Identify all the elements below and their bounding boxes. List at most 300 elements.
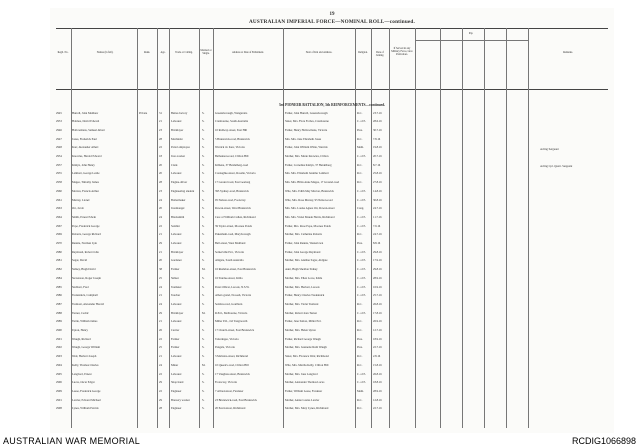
cell-name: Stevenson, Roger Joseph xyxy=(72,276,101,280)
cell-rel: C. of E. xyxy=(357,294,366,298)
cell-age: 20 xyxy=(159,259,162,263)
header-pay: Pay. xyxy=(468,32,474,35)
header-address: Address at Date of Enlistment. xyxy=(232,51,264,54)
footer-archive-name: AUSTRALIAN WAR MEMORIAL xyxy=(3,436,141,446)
cell-name: Karr, Alexander Albert xyxy=(72,146,99,150)
cell-age: 21 xyxy=(159,120,162,124)
cell-kin: Father, Henry Charles Tredennick xyxy=(285,294,325,298)
cell-ms: S. xyxy=(202,189,205,193)
cell-no: 2963 xyxy=(56,207,62,211)
table-row xyxy=(56,268,608,277)
cell-no: 2984 xyxy=(56,276,62,280)
cell-rel: C. of E. xyxy=(357,198,366,202)
cell-date: 2.8.16 xyxy=(373,355,381,359)
table-row xyxy=(56,329,608,338)
cell-age: 18 xyxy=(159,155,162,158)
cell-trade: Shop hand xyxy=(171,381,184,385)
cell-age: 23 xyxy=(159,189,162,193)
table-row xyxy=(56,146,608,155)
table-row xyxy=(56,259,608,268)
cell-age: 21 xyxy=(159,320,162,324)
cell-no: 2970 xyxy=(56,242,62,245)
page-number: 19 xyxy=(329,12,335,17)
table-row xyxy=(56,389,608,398)
cell-age: 29 xyxy=(159,398,162,402)
cell-ms: M. xyxy=(202,268,206,272)
cell-rel: Pres. xyxy=(357,337,363,341)
cell-no: 2982 xyxy=(56,268,62,272)
header-regt-no: Regtl. No. xyxy=(57,51,69,54)
remark-note: Acting Cpl. Quart. Sergeant xyxy=(540,164,573,168)
cell-name: Tredennick, Campbell xyxy=(72,294,98,298)
cell-ms: S. xyxy=(202,337,205,341)
cell-no: 2991 xyxy=(56,337,62,341)
cell-rel: R.C. xyxy=(357,363,363,367)
cell-date: 7.9.16 xyxy=(373,224,381,228)
cell-date: 20.7.16 xyxy=(373,155,382,158)
cell-date: 25.8.16 xyxy=(373,172,382,176)
cell-trade: Patrol employee xyxy=(171,146,190,150)
table-row xyxy=(56,346,608,355)
cell-ms: S. xyxy=(202,146,205,150)
cell-kin: Wife, Mrs. Edith May Morton, Brunswick xyxy=(285,189,334,193)
cell-no: 2969 xyxy=(56,233,62,237)
table-row xyxy=(56,381,608,390)
cell-no: 2998 xyxy=(56,407,62,411)
table-row xyxy=(56,215,608,224)
cell-age: 24 xyxy=(159,198,162,202)
cell-date: 12.8.16 xyxy=(373,398,382,402)
cell-age: 21 xyxy=(159,294,162,298)
cell-trade: Ironmonger xyxy=(171,207,185,211)
cell-name: Morton, Francis Arthur xyxy=(72,189,99,193)
cell-trade: Farmer xyxy=(171,346,180,350)
cell-date: 24.7.16 xyxy=(373,233,382,237)
cell-kin: Father, Jane Sutton, Miller P.O. xyxy=(285,320,322,324)
cell-addr: 7 Alfred-street, Fawkner xyxy=(215,389,244,393)
table-header xyxy=(56,28,608,90)
cell-age: 23 xyxy=(159,128,162,132)
cell-kin: Mrs. Mrs. Jane Elizabeth Jones xyxy=(285,137,322,141)
cell-no: 2987 xyxy=(56,302,62,306)
cell-no: 2990 xyxy=(56,329,62,332)
table-row xyxy=(56,181,608,190)
cell-addr: Balhannon-road, Clifton Hill xyxy=(215,155,249,158)
cell-rel: R.C. xyxy=(357,163,363,167)
cell-ms: S. xyxy=(202,389,205,393)
cell-no: 2980 xyxy=(56,250,62,254)
cell-age: 28 xyxy=(159,407,162,411)
cell-no: 2989 xyxy=(56,320,62,324)
cell-ms: S. xyxy=(202,155,205,158)
cell-date: 17.9.16 xyxy=(373,259,382,263)
cell-kin: Sister, Mrs. Flora Forbes, Cranbourne xyxy=(285,120,329,124)
cell-age: 24 xyxy=(159,215,162,219)
cell-ms: S. xyxy=(202,207,205,211)
cell-age: 26 xyxy=(159,329,162,332)
cell-name: Hurrell, John Matthew xyxy=(72,111,99,115)
table-row xyxy=(56,242,608,251)
cell-addr: Care of William Cullen, Richmond xyxy=(215,215,256,219)
cell-rel: Meth. xyxy=(357,146,364,150)
cell-kin: Father, John Hurrell, Greensborough xyxy=(285,111,328,115)
cell-rel: Pres. xyxy=(357,346,363,350)
cell-ms: S. xyxy=(202,198,205,202)
cell-rel: C. of E. xyxy=(357,372,366,376)
cell-rank: Private xyxy=(139,111,148,115)
cell-name: Orr, Jacob xyxy=(72,207,84,211)
cell-addr: 10 Queen's-road, Clifton Hill xyxy=(215,363,249,367)
cell-addr: Kilbena, 37 Heidelberg-road xyxy=(215,163,249,167)
cell-kin: Mother, Mrs. Violet Tremont xyxy=(285,302,319,306)
table-row xyxy=(56,198,608,207)
table-row xyxy=(56,250,608,259)
cell-ms: S. xyxy=(202,120,205,124)
header-rank: Rank. xyxy=(143,51,151,54)
cell-name: Weir, Herbert Joseph xyxy=(72,355,97,359)
cell-age: 29 xyxy=(159,311,162,315)
cell-addr: 17 Vaughan-street, Brunswick xyxy=(215,372,250,376)
cell-addr: 39 Taylor-street, Moonee Ponds xyxy=(215,224,252,228)
cell-rel: C. of E. xyxy=(357,215,366,219)
cell-rel: C. of E. xyxy=(357,120,366,124)
cell-kin: Father, John George Raymond xyxy=(285,250,321,254)
cell-age: 24 xyxy=(159,363,162,367)
cell-date: 18.9.16 xyxy=(373,337,382,341)
cell-rel: C. of E. xyxy=(357,311,366,315)
cell-date: 16.9.16 xyxy=(373,285,382,289)
cell-addr: Tatteringee, Victoria xyxy=(215,337,239,341)
cell-date: 22.7.16 xyxy=(373,407,382,411)
table-row xyxy=(56,337,608,346)
cell-no: 2955 xyxy=(56,172,62,176)
header-trade: Trade or Calling. xyxy=(175,51,193,54)
cell-ms: S. xyxy=(202,250,205,254)
cell-kin: Father, Cornelius Kinlyn, 37 Heidelberg xyxy=(285,163,332,167)
cell-rel: R.C. xyxy=(357,355,363,359)
cell-trade: Labourer xyxy=(171,302,182,306)
cell-age: 22 xyxy=(159,224,162,228)
cell-age: 22 xyxy=(159,337,162,341)
cell-no: 2958 xyxy=(56,181,62,185)
document-page xyxy=(50,8,614,433)
cell-trade: Labourer xyxy=(171,233,182,237)
cell-ms: S. xyxy=(202,302,205,306)
cell-kin: Mother, Alexander Thomas Lucas xyxy=(285,381,325,385)
cell-age: 25 xyxy=(159,346,162,350)
cell-date: 11.7.16 xyxy=(373,215,382,219)
table-row xyxy=(56,320,608,329)
cell-ms: S. xyxy=(202,346,205,350)
cell-name: Raymond, Robert John xyxy=(72,250,99,254)
cell-no: 2986 xyxy=(56,294,62,298)
page-title: AUSTRALIAN IMPERIAL FORCE—NOMINAL ROLL—continued. xyxy=(248,19,416,25)
table-row xyxy=(56,120,608,129)
cell-rel: Pres. xyxy=(357,242,363,245)
header-religion: Religion. xyxy=(358,51,368,54)
cell-trade: Boilermaker xyxy=(171,198,186,202)
cell-ms: S. xyxy=(202,276,205,280)
cell-date: 29.8.16 xyxy=(373,250,382,254)
cell-ms: S. xyxy=(202,329,205,332)
cell-age: 22 xyxy=(159,389,162,393)
cell-kin: Mrs. Mrs. Elizabeth Jennifer Lambert xyxy=(285,172,329,176)
cell-date: 25.7.16 xyxy=(373,294,382,298)
cell-addr: 20 Pearl-street, Richmond xyxy=(215,407,246,411)
table-row xyxy=(56,372,608,381)
cell-addr: Footscray, Victoria xyxy=(215,381,237,385)
cell-rel: C. of E. xyxy=(357,285,366,289)
cell-no: 2948 xyxy=(56,146,62,150)
cell-no: 2953 xyxy=(56,120,62,124)
cell-age: 25 xyxy=(159,276,162,280)
cell-addr: Rowan-street, West Brunswick xyxy=(215,207,251,211)
table-row xyxy=(56,128,608,137)
cell-trade: Iron-worker xyxy=(171,155,185,158)
cell-addr: Miller P.O., vid Tongsworth xyxy=(215,320,248,324)
cell-name: Lucas, Oscar Edgar xyxy=(72,381,95,385)
cell-name: Magee, Timothy James xyxy=(72,181,99,185)
cell-rel: R.C. xyxy=(357,111,363,115)
cell-rel: C. of E. xyxy=(357,276,366,280)
cell-no: 2994 xyxy=(56,363,62,367)
cell-age: 20 xyxy=(159,163,162,167)
cell-name: Upton, Henry xyxy=(72,329,88,332)
cell-ms: S. xyxy=(202,259,205,263)
table-row xyxy=(56,155,608,164)
cell-addr: Peter Officer, Larook, N.S.W. xyxy=(215,285,250,289)
cell-date: 24.7.16 xyxy=(373,207,382,211)
cell-ms: S. xyxy=(202,172,205,176)
cell-rel: R.C. xyxy=(357,181,363,185)
cell-trade: Butter-factory xyxy=(171,111,188,115)
cell-addr: 5 Brunswick-road, Brunswick xyxy=(215,137,250,141)
table-row xyxy=(56,111,608,120)
header-age: Age. xyxy=(160,51,166,54)
cell-rel: R.C. xyxy=(357,137,363,141)
cell-name: Waugh, George William xyxy=(72,346,101,350)
cell-rel: C. of E. xyxy=(357,189,366,193)
cell-ms: S. xyxy=(202,137,205,141)
cell-ms: M. xyxy=(202,363,206,367)
cell-kin: Wife, Mrs. Martha Kelly, Clifton Hill xyxy=(285,363,329,367)
cell-ms: S. xyxy=(202,372,205,376)
cell-kin: Mother, Mrs. Helen Upton xyxy=(285,329,316,332)
cell-trade: Labourer xyxy=(171,120,182,124)
cell-name: Lambert, George Leslie xyxy=(72,172,100,176)
cell-date: 12.7.16 xyxy=(373,329,382,332)
cell-kin: Father, Richard George Waugh xyxy=(285,337,321,341)
cell-date: 29.8.16 xyxy=(373,268,382,272)
cell-no: 2992 xyxy=(56,346,62,350)
cell-name: Rennie, Norman Lyle xyxy=(72,242,97,245)
cell-trade: Engineer xyxy=(171,407,182,411)
cell-age: 21 xyxy=(159,250,162,254)
cell-trade: Carrier xyxy=(171,329,180,332)
cell-date: 17.8.16 xyxy=(373,311,382,315)
cell-trade: Farmer xyxy=(171,268,180,272)
remark-note: Acting Sergeant xyxy=(540,147,559,151)
cell-addr: 16 Rushdon-street, East Brunswick xyxy=(215,268,256,272)
cell-trade: Bricklayer xyxy=(171,128,184,132)
cell-trade: Teamster xyxy=(171,285,182,289)
cell-date: 19.8.16 xyxy=(373,146,382,150)
cell-trade: Labourer xyxy=(171,355,182,359)
cell-ms: S. xyxy=(202,215,205,219)
cell-age: 31 xyxy=(159,111,162,115)
cell-date: 30.7.16 xyxy=(373,128,382,132)
cell-rel: Cong. xyxy=(357,207,364,211)
cell-kin: Mother, Robert Jean Turner xyxy=(285,311,317,315)
cell-ms: S. xyxy=(202,294,205,298)
cell-kin: Father, John William White, Warrick xyxy=(285,146,328,150)
table-row xyxy=(56,285,608,294)
cell-rel: R.C. xyxy=(357,233,363,237)
cell-date: 27.8.16 xyxy=(373,181,382,185)
cell-age: 20 xyxy=(159,172,162,176)
cell-addr: Somerville P.O., Victoria xyxy=(215,250,244,254)
cell-rel: R.C. xyxy=(357,302,363,306)
cell-no: 2957 xyxy=(56,163,62,167)
header-enlistment: Date of Joining. xyxy=(375,51,385,57)
cell-date: 18.8.16 xyxy=(373,381,382,385)
cell-addr: Albert-grand, Nooaah, Victoria xyxy=(215,294,252,298)
cell-addr: 17 Church-street, East Brunswick xyxy=(215,329,255,332)
cell-rel: C. of E. xyxy=(357,250,366,254)
cell-no: 2967 xyxy=(56,224,62,228)
cell-name: Smith, Ernest Edwin xyxy=(72,215,97,219)
cell-kin: Mother, Mrs. Adeline Sagar, Aldgate xyxy=(285,259,328,263)
cell-kin: Father, William Leese, Fawkner xyxy=(285,389,323,393)
cell-name: Lawler, Edward Michael xyxy=(72,398,101,402)
cell-date: 30.8.16 xyxy=(373,198,382,202)
cell-no: 2961 xyxy=(56,198,62,202)
table-row xyxy=(56,407,608,416)
cell-trade: Labourer xyxy=(171,320,182,324)
cell-rel: C. of E. xyxy=(357,155,366,158)
pay-subrule xyxy=(415,40,528,41)
cell-ms: S. xyxy=(202,398,205,402)
footer-record-id: RCDIG1066898 xyxy=(571,436,636,446)
cell-trade: Labourer xyxy=(171,372,182,376)
cell-addr: Aldgate, South Australia xyxy=(215,259,244,263)
cell-date: 23.7.16 xyxy=(373,111,382,115)
cell-addr: Pakenham-road, Maryborough xyxy=(215,233,251,237)
cell-trade: Teacher xyxy=(171,294,181,298)
cell-no: 2901 xyxy=(56,398,62,402)
cell-name: Pope, Frederick George xyxy=(72,224,100,228)
cell-name: Knowles, Harold Edward xyxy=(72,155,102,158)
cell-name: Sagar, David xyxy=(72,259,87,263)
cell-rel: R.C. xyxy=(357,172,363,176)
cell-trade: Labourer xyxy=(171,242,182,245)
cell-trade: Blacksmith xyxy=(171,215,185,219)
cell-kin: Mother, Mrs. Herbert, Larook xyxy=(285,285,320,289)
cell-addr: 23 Brunswick-road, East Brunswick xyxy=(215,398,257,402)
cell-date: 26.9.16 xyxy=(373,320,382,324)
cell-ms: S. xyxy=(202,355,205,359)
cell-addr: 16 Sturdee-street, Kilda xyxy=(215,276,243,280)
table-row xyxy=(56,294,608,303)
cell-kin: Mother, Mrs. Jane Langford xyxy=(285,372,318,376)
cell-no: 2981 xyxy=(56,259,62,263)
cell-kin: Wife, Mrs. Rose Murray, 95 Nelson-road xyxy=(285,198,333,202)
cell-age: 24 xyxy=(159,302,162,306)
cell-rel: R.C. xyxy=(357,398,363,402)
cell-kin: Mother, Mrs. Marie Knowles, Clifton xyxy=(285,155,329,158)
cell-trade: Engine-driver xyxy=(171,181,188,185)
cell-addr: Pangala, Victoria xyxy=(215,346,235,350)
cell-date: 22.7.16 xyxy=(373,346,382,350)
cell-addr: 17 Ground road, East Geelong xyxy=(215,181,251,185)
cell-age: 20 xyxy=(159,207,162,211)
cell-age: 21 xyxy=(159,355,162,359)
cell-addr: Cranbourne, South Australia xyxy=(215,120,248,124)
cell-rel: C. of E. xyxy=(357,381,366,385)
cell-name: Turner, Cedric xyxy=(72,311,89,315)
cell-kin: Aunt, Hugh Sheldon Sidney xyxy=(285,268,318,272)
cell-trade: Bricklayer xyxy=(171,250,184,254)
cell-no: 2996 xyxy=(56,381,62,385)
cell-no: 2964 xyxy=(56,215,62,219)
cell-trade: Saddler xyxy=(171,224,180,228)
cell-kin: Father, Henry Hollowmans, Victoria xyxy=(285,128,328,132)
cell-trade: Labourer xyxy=(171,172,182,176)
cell-ms: S. xyxy=(202,224,205,228)
cell-date: 7.8.16 xyxy=(373,137,381,141)
cell-age: 38 xyxy=(159,268,162,272)
cell-trade: Machinist xyxy=(171,137,183,141)
cell-ms: S. xyxy=(202,163,205,167)
cell-ms: S. xyxy=(202,381,205,385)
cell-kin: Father, Mrs. Rose Pope, Moonee Ponds xyxy=(285,224,331,228)
cell-addr: 395 Sydney-road, Brunswick xyxy=(215,189,249,193)
table-row xyxy=(56,276,608,285)
cell-ms: S. xyxy=(202,407,205,411)
cell-no: 2954 xyxy=(56,155,62,158)
cell-ms: S. xyxy=(202,242,205,245)
cell-ms: S. xyxy=(202,320,205,324)
cell-kin: Mrs. Mrs. Louise Agnes Orr, Rowan-street xyxy=(285,207,335,211)
cell-ms: S. xyxy=(202,181,205,185)
cell-age: 22 xyxy=(159,372,162,376)
cell-ms: S. xyxy=(202,128,205,132)
cell-name: Holmes, David Edward xyxy=(72,120,100,124)
cell-name: Kelly, Thomas Charles xyxy=(72,363,99,367)
cell-rel: R.C. xyxy=(357,407,363,411)
cell-no: 2995 xyxy=(56,372,62,376)
cell-name: Hollowmans, Samuel Albert xyxy=(72,128,105,132)
cell-no: 2960 xyxy=(56,189,62,193)
cell-addr: Seddon-road, Goulburn xyxy=(215,302,243,306)
cell-kin: Mrs. Mrs. Hilda Anne Magee, 17 Ground-road xyxy=(285,181,340,185)
cell-date: 8.8.16 xyxy=(373,242,381,245)
cell-date: 28.9.16 xyxy=(373,389,382,393)
cell-trade: Gardener xyxy=(171,259,182,263)
cell-ms: M. xyxy=(202,311,206,315)
table-row xyxy=(56,311,608,320)
table-row xyxy=(56,398,608,407)
cell-trade: Bricklayer xyxy=(171,311,184,315)
cell-ms: S. xyxy=(202,111,205,115)
table-row xyxy=(56,207,608,216)
cell-kin: Sister, Mrs. Florence Weir, Richmond xyxy=(285,355,329,359)
cell-rel: R.C. xyxy=(357,320,363,324)
cell-no: 2988 xyxy=(56,311,62,315)
cell-kin: Father, John Rennie, Westertown xyxy=(285,242,324,245)
cell-date: 26.8.16 xyxy=(373,372,382,376)
cell-date: 14.8.16 xyxy=(373,189,382,193)
